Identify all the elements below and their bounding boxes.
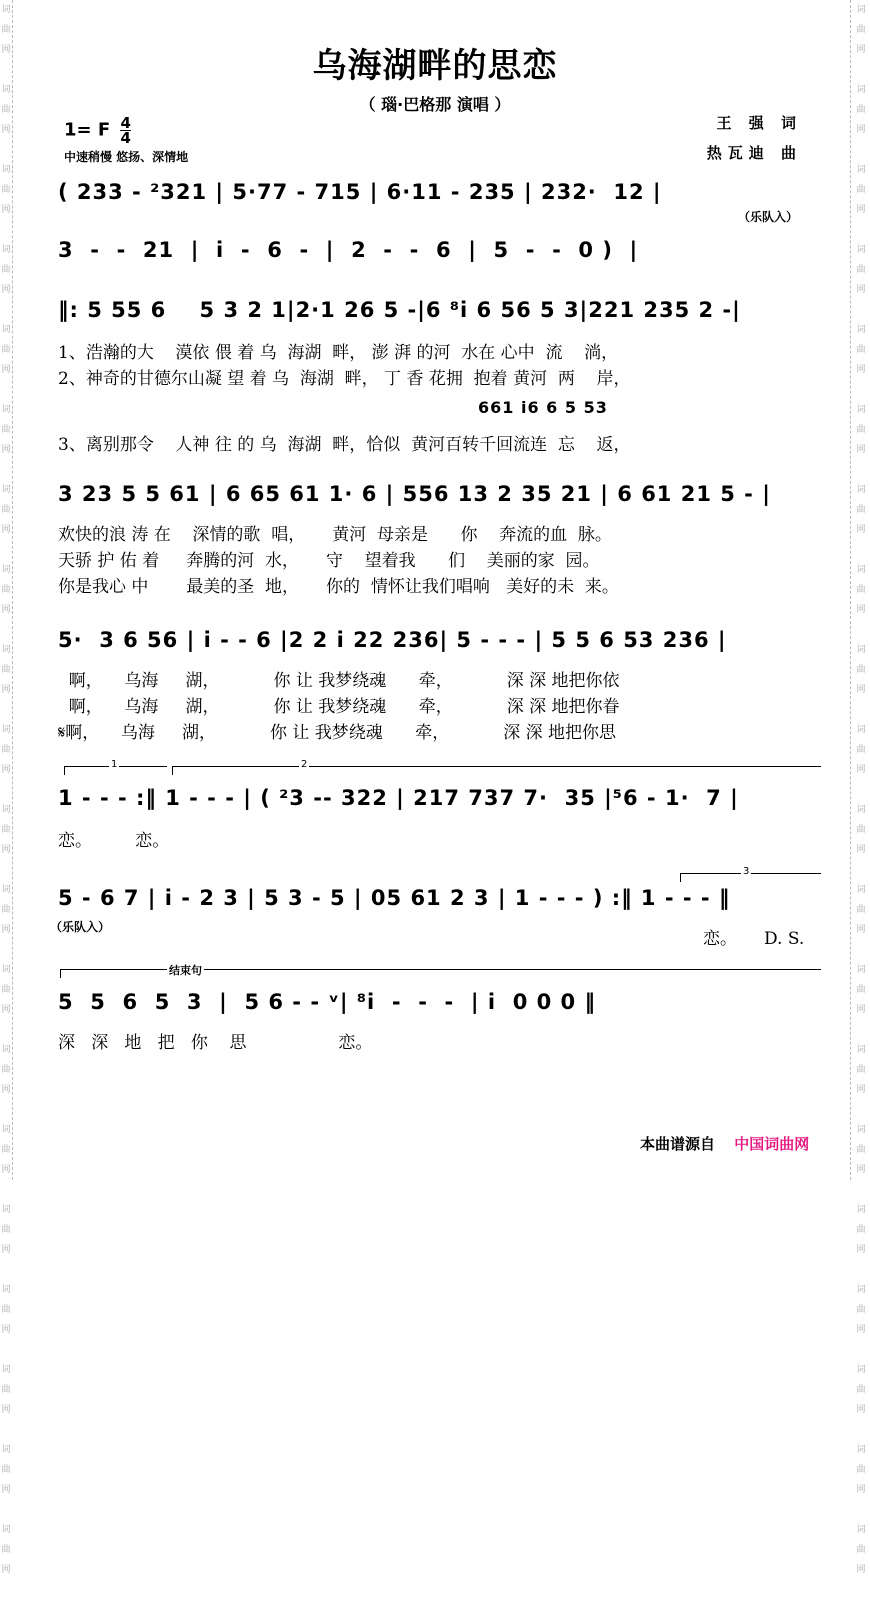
watermark-char: 词 [1, 1125, 11, 1135]
watermark-char: 曲 [856, 25, 866, 35]
lyric-ending-ds: 恋。 D. S. [703, 929, 805, 949]
watermark-char: 曲 [856, 905, 866, 915]
watermark-char: 网 [1, 205, 11, 215]
watermark-char: 曲 [1, 345, 11, 355]
watermark-char: 曲 [856, 1145, 866, 1155]
watermark-char: 网 [856, 845, 866, 855]
watermark-char: 曲 [856, 745, 866, 755]
score-line-4 [58, 482, 828, 597]
watermark-char: 网 [1, 1325, 11, 1335]
watermark-char: 曲 [856, 1225, 866, 1235]
watermark-char: 词 [1, 485, 11, 495]
watermark-gap [0, 1180, 12, 1200]
watermark-char: 词 [1, 965, 11, 975]
watermark-char: 网 [856, 45, 866, 55]
notation: 5· 3 6 56 | i - - 6 |2 2 i 22 236| 5 - - - | 5 5 6 53 236 | [58, 628, 727, 652]
watermark-char: 曲 [856, 1465, 866, 1475]
watermark-gap [0, 220, 12, 240]
watermark-gap [851, 620, 870, 640]
watermark-char: 词 [1, 1045, 11, 1055]
watermark-char: 网 [856, 1325, 866, 1335]
watermark-char: 词 [856, 245, 866, 255]
lyric-coda: 深 深 地 把 你 思 恋。 [58, 1033, 373, 1053]
watermark-gap [851, 1020, 870, 1040]
volta-bracket-2: 2 [172, 766, 821, 775]
watermark-gap [851, 700, 870, 720]
watermark-char: 网 [1, 765, 11, 775]
watermark-char: 词 [856, 485, 866, 495]
watermark-char: 词 [1, 885, 11, 895]
watermark-char: 曲 [1, 745, 11, 755]
watermark-char: 网 [856, 605, 866, 615]
watermark-char: 词 [1, 245, 11, 255]
watermark-gap [851, 540, 870, 560]
watermark-gap [851, 140, 870, 160]
watermark-char: 词 [856, 1045, 866, 1055]
notation: 3 23 5 5 61 | 6 65 61 1· 6 | 556 13 2 35 21 | 6 61 21 5 - | [58, 482, 771, 506]
watermark-char: 曲 [1, 985, 11, 995]
band-enters-note: （乐队入） [738, 210, 799, 224]
watermark-char: 网 [856, 1005, 866, 1015]
song-title: 乌海湖畔的思恋 [312, 46, 558, 86]
watermark-char: 曲 [1, 905, 11, 915]
score-line-3 [58, 298, 828, 455]
time-signature: $\frac{4}{4}$ [120, 114, 131, 147]
watermark-char: 曲 [1, 1305, 11, 1315]
watermark-gap [0, 1420, 12, 1440]
watermark-gap [0, 300, 12, 320]
watermark-char: 曲 [856, 985, 866, 995]
watermark-gap [851, 860, 870, 880]
watermark-char: 网 [1, 1085, 11, 1095]
watermark-gap [0, 1580, 12, 1600]
watermark-char: 曲 [1, 665, 11, 675]
watermark-char: 网 [856, 1565, 866, 1575]
watermark-char: 曲 [856, 1305, 866, 1315]
watermark-char: 词 [1, 565, 11, 575]
watermark-char: 网 [1, 1005, 11, 1015]
watermark-char: 词 [1, 645, 11, 655]
watermark-char: 词 [856, 965, 866, 975]
notation: ( 233 - ²321 | 5·77 - 715 | 6·11 - 235 | 232· 12 | [58, 180, 662, 204]
watermark-char: 词 [856, 725, 866, 735]
lyric-verse-3: 你是我心 中 最美的圣 地， 你的 情怀让我们唱响 美好的未 来。 [58, 577, 619, 597]
watermark-gap [851, 1180, 870, 1200]
watermark-char: 曲 [1, 25, 11, 35]
watermark-char: 曲 [1, 425, 11, 435]
lyric-verse-2: 天骄 护 佑 着 奔腾的河 水， 守 望着我 们 美丽的家 园。 [58, 551, 600, 571]
watermark-char: 曲 [1, 265, 11, 275]
watermark-gap [0, 860, 12, 880]
watermark-char: 网 [856, 685, 866, 695]
watermark-gap [851, 300, 870, 320]
verse-3-alt-notation: 661 i6 6 5 53 [478, 398, 608, 417]
watermark-char: 词 [1, 805, 11, 815]
volta-bracket-1: 1 [64, 766, 167, 775]
score-line-2 [58, 238, 828, 262]
lyric-verse-1: 啊， 乌海 湖， 你 让 我梦绕魂 牵， 深 深 地把你依 [58, 671, 620, 691]
watermark-char: 曲 [856, 1385, 866, 1395]
watermark-char: 网 [1, 1165, 11, 1175]
watermark-gap [0, 940, 12, 960]
singer-credit: （ 瑙·巴格那 演唱 ） [359, 95, 511, 114]
watermark-char: 曲 [1, 1145, 11, 1155]
key-label: 1= F [64, 119, 111, 141]
lyric-ending: 恋。 恋。 [58, 831, 170, 851]
watermark-char: 曲 [856, 505, 866, 515]
notation: 1 - - - :‖ 1 - - - | ( ²3 -- 322 | 217 737 7· 35 |⁵6 - 1· 7 | [58, 786, 739, 810]
watermark-char: 词 [1, 325, 11, 335]
notation: 5 5 6 5 3 | 5 6 - - ᵛ| ⁸i - - - | i 0 0 0 ‖ [58, 990, 596, 1014]
watermark-gap [851, 940, 870, 960]
watermark-char: 网 [856, 205, 866, 215]
watermark-char: 曲 [1, 185, 11, 195]
lyricist-credit: 王 强 词 [716, 114, 802, 132]
watermark-char: 网 [856, 125, 866, 135]
coda-bracket: 结束句 [60, 969, 821, 978]
watermark-gap [851, 1420, 870, 1440]
watermark-char: 曲 [1, 1065, 11, 1075]
watermark-gap [0, 460, 12, 480]
watermark-char: 网 [1, 285, 11, 295]
watermark-gap [0, 1020, 12, 1040]
watermark-gap [0, 1260, 12, 1280]
watermark-gap [851, 380, 870, 400]
watermark-char: 词 [856, 85, 866, 95]
lyric-verse-3: 3、离别那令 人神 往 的 乌 海湖 畔，恰似 黄河百转千回流连 忘 返， [58, 435, 631, 455]
watermark-char: 网 [1, 445, 11, 455]
watermark-char: 网 [856, 925, 866, 935]
lyric-verse-1: 1、浩瀚的大 漠依 偎 着 乌 海湖 畔， 澎 湃 的河 水在 心中 流 淌， [58, 343, 619, 363]
watermark-char: 曲 [1, 105, 11, 115]
watermark-char: 曲 [1, 585, 11, 595]
source-label: 本曲谱源自 [640, 1135, 716, 1153]
watermark-char: 曲 [856, 1545, 866, 1555]
tempo-marking: 中速稍慢 悠扬、深情地 [64, 150, 189, 164]
watermark-gap [851, 780, 870, 800]
watermark-gap [0, 1340, 12, 1360]
footer-source [640, 1133, 809, 1154]
watermark-gap [851, 1340, 870, 1360]
watermark-char: 网 [856, 1245, 866, 1255]
watermark-char: 词 [1, 1445, 11, 1455]
watermark-char: 网 [856, 285, 866, 295]
volta-bracket-3: 3 [680, 873, 821, 882]
watermark-char: 词 [856, 325, 866, 335]
score-line-7 [50, 886, 828, 949]
brand-link[interactable]: 中国词曲网 [734, 1135, 810, 1153]
watermark-char: 曲 [856, 585, 866, 595]
watermark-char: 词 [856, 405, 866, 415]
key-signature [64, 116, 131, 145]
left-watermark-margin [0, 0, 13, 1575]
notation: 5 - 6 7 | i - 2 3 | 5 3 - 5 | 05 61 2 3 | 1 - - - ) :‖ 1 - - - ‖ [58, 886, 731, 910]
watermark-char: 词 [1, 5, 11, 15]
watermark-gap [851, 1500, 870, 1520]
watermark-gap [851, 460, 870, 480]
watermark-char: 网 [856, 445, 866, 455]
watermark-gap [0, 140, 12, 160]
watermark-char: 网 [1, 605, 11, 615]
right-watermark-margin [850, 0, 870, 1575]
watermark-char: 曲 [1, 505, 11, 515]
watermark-char: 曲 [856, 425, 866, 435]
watermark-char: 词 [1, 85, 11, 95]
watermark-gap [0, 1500, 12, 1520]
watermark-char: 网 [856, 365, 866, 375]
watermark-char: 词 [1, 1365, 11, 1375]
watermark-char: 曲 [856, 1065, 866, 1075]
watermark-char: 词 [856, 5, 866, 15]
watermark-char: 词 [1, 1525, 11, 1535]
watermark-char: 网 [856, 1485, 866, 1495]
watermark-char: 曲 [856, 265, 866, 275]
watermark-char: 曲 [1, 1545, 11, 1555]
lyric-verse-1: 欢快的浪 涛 在 深情的歌 唱， 黄河 母亲是 你 奔流的血 脉。 [58, 525, 612, 545]
score-line-5 [58, 628, 828, 743]
watermark-char: 网 [1, 845, 11, 855]
watermark-char: 曲 [856, 105, 866, 115]
watermark-char: 网 [1, 1485, 11, 1495]
watermark-char: 网 [1, 1245, 11, 1255]
watermark-char: 词 [856, 1445, 866, 1455]
watermark-gap [0, 540, 12, 560]
watermark-char: 网 [856, 1405, 866, 1415]
notation: 3 - - 21 | i - 6 - | 2 - - 6 | 5 - - 0 ) | [58, 238, 639, 262]
watermark-char: 词 [856, 1125, 866, 1135]
watermark-char: 网 [1, 525, 11, 535]
watermark-gap [0, 700, 12, 720]
score-line-8 [58, 990, 828, 1053]
watermark-char: 曲 [856, 825, 866, 835]
watermark-char: 词 [1, 405, 11, 415]
watermark-char: 曲 [1, 825, 11, 835]
watermark-char: 词 [856, 885, 866, 895]
watermark-char: 网 [856, 525, 866, 535]
watermark-char: 网 [1, 125, 11, 135]
watermark-char: 网 [856, 765, 866, 775]
watermark-char: 词 [1, 725, 11, 735]
watermark-char: 网 [1, 365, 11, 375]
watermark-char: 网 [856, 1085, 866, 1095]
watermark-char: 词 [856, 1205, 866, 1215]
watermark-char: 曲 [1, 1465, 11, 1475]
watermark-char: 词 [1, 1285, 11, 1295]
watermark-char: 词 [856, 1285, 866, 1295]
watermark-gap [851, 1580, 870, 1600]
composer-credit: 热瓦迪 曲 [706, 144, 802, 162]
watermark-char: 词 [856, 1365, 866, 1375]
watermark-char: 词 [856, 165, 866, 175]
lyric-verse-2: 2、神奇的甘德尔山凝 望 着 乌 海湖 畔， 丁 香 花拥 抱着 黄河 两 岸， [58, 369, 631, 389]
watermark-char: 词 [856, 565, 866, 575]
watermark-gap [851, 1100, 870, 1120]
watermark-gap [0, 1100, 12, 1120]
watermark-char: 曲 [1, 1225, 11, 1235]
watermark-char: 曲 [856, 345, 866, 355]
watermark-char: 曲 [1, 1385, 11, 1395]
watermark-gap [0, 780, 12, 800]
score-line-1 [58, 180, 828, 224]
lyric-verse-2: 啊， 乌海 湖， 你 让 我梦绕魂 牵， 深 深 地把你眷 [58, 697, 620, 717]
watermark-char: 曲 [856, 185, 866, 195]
watermark-char: 网 [1, 1565, 11, 1575]
watermark-char: 网 [1, 685, 11, 695]
watermark-char: 网 [1, 925, 11, 935]
watermark-char: 词 [856, 1525, 866, 1535]
watermark-gap [0, 380, 12, 400]
watermark-char: 词 [1, 1205, 11, 1215]
watermark-char: 网 [1, 45, 11, 55]
band-enters-note: （乐队入） [50, 920, 111, 934]
watermark-char: 词 [856, 645, 866, 655]
notation: ‖: 5 55 6 5 3 2 1|2·1 26 5 -|6 ⁸i 6 56 5 3|221 235 2 -| [58, 298, 741, 322]
watermark-char: 词 [856, 805, 866, 815]
watermark-gap [851, 1260, 870, 1280]
lyric-verse-3: 𝄋啊， 乌海 湖， 你 让 我梦绕魂 牵， 深 深 地把你思 [58, 723, 617, 743]
watermark-gap [0, 620, 12, 640]
watermark-char: 词 [1, 165, 11, 175]
watermark-char: 网 [856, 1165, 866, 1175]
watermark-gap [851, 220, 870, 240]
score-line-6 [58, 786, 828, 851]
watermark-char: 网 [1, 1405, 11, 1415]
watermark-char: 曲 [856, 665, 866, 675]
